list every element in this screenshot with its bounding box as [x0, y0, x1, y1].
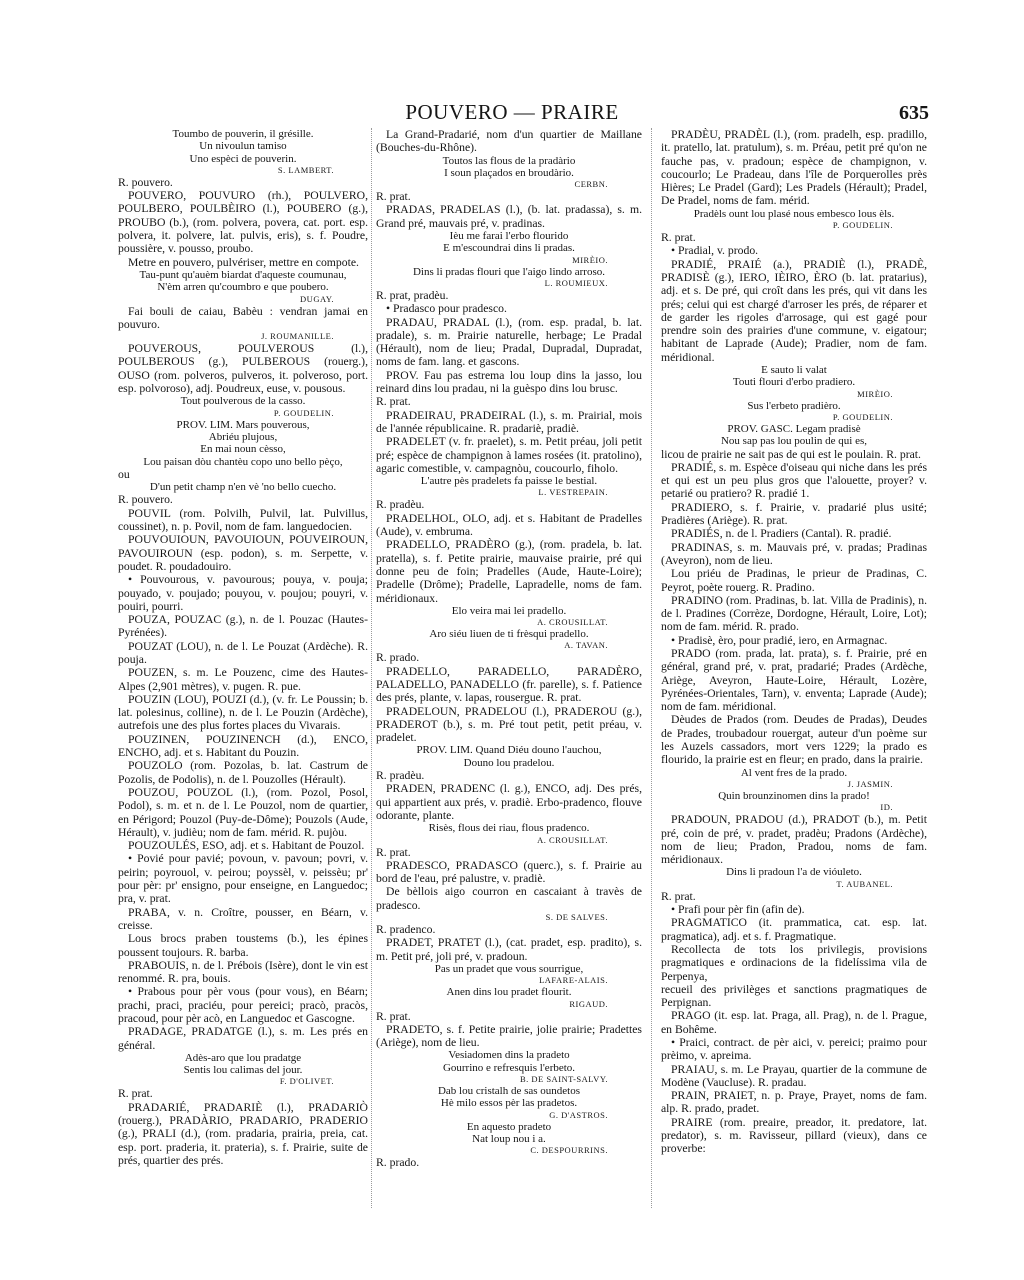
- quote-line: PROV. LIM. Mars pouverous,: [176, 418, 310, 431]
- reference-line: R. prat.: [118, 1087, 153, 1101]
- entry-text: POUZA, POUZAC (g.), n. de l. Pouzac (Hautes-Pyrénées).: [118, 613, 368, 640]
- attribution: L. VESTREPAIN.: [538, 487, 608, 498]
- page-header: [0, 100, 1024, 130]
- attribution: A. CROUSILLAT.: [537, 617, 608, 628]
- entry-text: PRAIRE (rom. preaire, preador, it. predatore, lat. predator), s. m. Ravisseur, pillard (vieux), dans ce proverbe:: [661, 1115, 927, 1156]
- entry-text: PRADOUN, PRADOU (d.), PRADOT (b.), m. Petit pré, coin de pré, v. pradet, pradèu; Pradons (Ardèche), nom de lieu; Pradon, Pradou, noms de fam. méridionaux.: [661, 813, 927, 867]
- quote-line: PROV. LIM. Quand Diéu douno l'auchou,: [416, 744, 602, 757]
- entry-text: POUZEN, s. m. Le Pouzenc, cime des Hautes-Alpes (2,901 mètres), v. pugen. R. pue.: [118, 666, 368, 693]
- reference-line: R. prat.: [376, 395, 411, 409]
- entry-text: PRADELET (v. fr. praelet), s. m. Petit préau, joli petit pré; espèce de champignon à lames rosées (it. pratolino), agaric comestible, v. campagnòu, coucourlo, fiholo.: [376, 435, 642, 475]
- quote-line: Uno espèci de pouverin.: [189, 152, 297, 165]
- entry-text: PRADÈU, PRADÈL (l.), (rom. pradelh, esp. pradillo, it. pratello, lat. pratulum), s. m. Préau, petit pré qu'on ne fauche pas, v. pradoun; espèce de champignon, v. coucourlo; Le Pradeau, dans l'île de Porquerolles près Hières; Le Pradel (Gard); Les Pradels (Hérault); Pradel, De Pradel, noms de fam. mérid.: [661, 128, 927, 208]
- quote-line: Pradèls ount lou plasé nous embesco lous èls.: [693, 207, 895, 220]
- entry-text: • Prabous pour pèr vous (pour vous), en Béarn; prachi, praci, praciéu, pour pereici; pracò, pracòs, pracoud, pour pèr acò, en Languedoc et Gascogne.: [118, 985, 368, 1025]
- quote-line: Sentis lou calimas del jour.: [183, 1064, 303, 1077]
- column-left: [118, 128, 368, 1218]
- entry-text: • Pradasco pour pradesco.: [386, 302, 507, 316]
- quote-line: E m'escoundrai dins li pradas.: [443, 242, 575, 255]
- quote-line: Gourrino e refresquis l'erbeto.: [442, 1061, 576, 1074]
- attribution: RIGAUD.: [569, 998, 608, 1009]
- entry-text: POUVIL (rom. Polvilh, Pulvil, lat. Pulvillus, coussinet), n. p. Povil, nom de fam. languedocien.: [118, 506, 368, 534]
- entry-text: PRADAS, PRADELAS (l.), (b. lat. pradassa), s. m. Grand pré, mauvais pré, v. pradinas.: [376, 203, 642, 230]
- quote-line: Adès-aro que lou pradatge: [184, 1051, 302, 1064]
- entry-text: Lous brocs praben toustems (b.), les épines poussent toujours. R. barba.: [118, 932, 368, 959]
- reference-line: R. prat.: [376, 190, 411, 204]
- quote-line: En aquesto pradeto: [466, 1120, 552, 1133]
- entry-text: • Pradial, v. prodo.: [671, 244, 759, 258]
- running-title: POUVERO — PRAIRE: [405, 100, 619, 124]
- entry-text: PRADELLO, PARADELLO, PARADÈRO, PALADELLO, PANADELLO (fr. parelle), s. f. Patience des prés, plante, v. lapas, rousergue. R. prat.: [376, 664, 642, 705]
- entry-text: PRAIN, PRAIET, n. p. Praye, Prayet, noms de fam. alp. R. prado, pradet.: [661, 1089, 927, 1116]
- entry-text: PRADARIÉ, PRADARIÈ (l.), PRADARIÒ (rouerg.), PRADÀRIO, PRADARIO, PRADERIO (g.), PRALI (d.), (rom. pradaria, prairia, preia, cat. esp. port. praderia, it. prateria), s. f. Prairie, suite de prés, quartier des prés.: [118, 1100, 368, 1167]
- entry-text: PRADEN, PRADENC (l. g.), ENCO, adj. Des prés, qui appartient aux prés, v. pradiè. Erbo-pradenco, flouve odorante, plante.: [376, 782, 642, 822]
- reference-line: R. prado.: [376, 1156, 420, 1170]
- entry-text: PRADO (rom. prada, lat. prata), s. f. Prairie, pré en général, grand pré, v. prat, pradarié; Prades (Ardèche, Ariège, Aveyron, Haute-Loire, Hérault, Lozère, Pyrénées-Orientales, Tarn), v. enventa; Laprade (Aude); nom de fam. méridional.: [661, 646, 927, 714]
- entry-text: PRADEIRAU, PRADEIRAL (l.), s. m. Prairial, mois de l'année républicaine. R. pradariè, pradiè.: [376, 408, 642, 435]
- entry-text: PRADIÉ, PRAIÉ (a.), PRADIÈ (l.), PRADÈ, PRADISÈ (g.), IERO, IÈIRO, ÈRO (b. lat. pratarius), adj. et s. De pré, qui croît dans les prés, qui vit dans les prés; celui qui est chargé d'arroser les prés, de réparer et de garder les rigoles d'arrosage, qui est gagé pour prendre soin des prairies d'une commune, v. eigatour; habitant de Laprade (Aude); Pradier, nom de fam. méridional.: [661, 257, 927, 364]
- reference-line: licou de prairie ne sait pas de qui est le poulain. R. prat.: [661, 447, 921, 461]
- reference-line: R. prat.: [376, 845, 411, 859]
- entry-text: POUVOUIOUN, PAVOUIOUN, POUVEIROUN, PAVOUIROUN (esp. podon), s. m. Serpette, v. poudet. R. poudadouiro.: [118, 533, 368, 573]
- attribution: P. GOUDELIN.: [832, 220, 893, 231]
- entry-text: POUZOU, POUZOL (l.), (rom. Pozol, Posol, Podol), s. m. et n. de l. Le Pouzol, nom de quartier, en Périgord; Pouzol (Puy-de-Dôme); Pouzols (Aude, Hérault), v. judièu; nom de fam. mérid. R. pujòu.: [118, 785, 368, 839]
- quote-line: Ièu me farai l'erbo flourido: [449, 230, 569, 243]
- reference-line: R. pradèu.: [376, 769, 425, 783]
- reference-line: ou: [118, 467, 130, 481]
- reference-line: R. prat, pradèu.: [376, 288, 449, 302]
- quote-line: PROV. GASC. Legam pradisè: [727, 422, 861, 435]
- entry-text: PRADINAS, s. m. Mauvais pré, v. pradas; Pradinas (Aveyron), nom de lieu.: [661, 540, 927, 567]
- entry-text: POUVERO, POUVURO (rh.), POULVERO, POULBERO, POULBÈIRO (l.), POUBERO (g.), PROUBO (b.), (rom. polvera, povera, cat. port. esp. polvera, it. polvere, lat. pulvis, eris), s. f. Poudre, poussière, v. pousso, proubo.: [118, 189, 368, 256]
- attribution: MIRÈIO.: [857, 388, 893, 399]
- entry-text: PRADIÉ, s. m. Espèce d'oiseau qui niche dans les prés et qui est un peu plus gros que l'alouette, proyer? v. petarié ou pratiero? R. pradié 1.: [661, 460, 927, 501]
- attribution: G. D'ASTROS.: [549, 1109, 608, 1120]
- quote-line: Dins li pradas flouri que l'aigo lindo arroso.: [412, 265, 605, 278]
- entry-text: PRADAGE, PRADATGE (l.), s. m. Les prés en général.: [118, 1025, 368, 1052]
- entry-text: PRAIAU, s. m. Le Prayau, quartier de la commune de Modène (Vaucluse). R. pradau.: [661, 1062, 927, 1089]
- entry-text: PRADELLO, PRADÈRO (g.), (rom. pradela, b. lat. pratella), s. f. Petite prairie, mauvaise prairie, pré qui donne peu de foin; Pradelles (Aude, Haute-Loire); Pradelle (Drôme); Pradelle, Lapradelle, noms de fam. méridionaux.: [376, 538, 642, 605]
- entry-text: PRADINO (rom. Pradinas, b. lat. Villa de Pradinis), n. de l. Pradines (Corrèze, Dordogne, Hérault, Loire, Lot); nom de fam. mérid. R. prado.: [661, 593, 927, 634]
- quote-line: I soun plaçados en broudàrio.: [444, 166, 574, 179]
- entry-text: • Praici, contract. de pèr aici, v. pereici; praimo pour prèimo, v. apreima.: [661, 1036, 927, 1063]
- entry-text: • Pradisè, èro, pour pradié, iero, en Armagnac.: [671, 633, 888, 647]
- attribution: S. LAMBERT.: [277, 164, 334, 175]
- attribution: A. CROUSILLAT.: [537, 834, 608, 845]
- entry-text: Metre en pouvero, pulvériser, mettre en compote.: [128, 255, 359, 269]
- quote-line: Pas un pradet que vous sourrigue,: [434, 962, 584, 975]
- entry-text: PRADIÉS, n. de l. Pradiers (Cantal). R. pradié.: [671, 527, 892, 541]
- attribution: CERBN.: [574, 179, 608, 190]
- reference-line: R. pradenco.: [376, 923, 436, 937]
- quote-line: Sus l'erbeto pradièro.: [747, 399, 841, 412]
- entry-text: PRADELOUN, PRADELOU (l.), PRADEROU (g.), PRADEROT (b.), s. m. Pré tout petit, petit préau, v. pradelet.: [376, 704, 642, 745]
- quote-line: Tau-punt qu'auèm biardat d'aqueste coumunau,: [139, 268, 347, 281]
- quote-line: Abriéu plujous,: [208, 430, 278, 443]
- entry-text: La Grand-Pradarié, nom d'un quartier de Maillane (Bouches-du-Rhône).: [376, 128, 642, 155]
- attribution: F. D'OLIVET.: [279, 1076, 334, 1087]
- attribution: P. GOUDELIN.: [273, 407, 334, 418]
- quote-line: En mai noun cèsso,: [200, 443, 286, 456]
- reference-line: R. pouvero.: [118, 493, 173, 507]
- attribution: L. ROUMIEUX.: [544, 277, 608, 288]
- entry-text: Recollecta de tots los privilegis, provisions pragmatiques e ordinacions de la fidelíssima vila de Perpenya,: [661, 942, 927, 983]
- reference-line: R. pradèu.: [376, 498, 425, 512]
- column-rule-left: [371, 128, 372, 1208]
- reference-line: recueil des privilèges et sanctions pragmatiques de Perpignan.: [661, 982, 927, 1010]
- quote-line: E sauto li valat: [761, 364, 827, 377]
- quote-line: Nat loup nou i a.: [472, 1132, 546, 1145]
- attribution: T. AUBANEL.: [836, 878, 893, 889]
- attribution: C. DESPOURRINS.: [530, 1145, 608, 1156]
- entry-text: PRADETO, s. f. Petite prairie, jolie prairie; Pradettes (Ariège), nom de lieu.: [376, 1022, 642, 1050]
- entry-text: POUZINEN, POUZINENCH (d.), ENCO, ENCHO, adj. et s. Habitant du Pouzin.: [118, 732, 368, 760]
- entry-text: PRADAU, PRADAL (l.), (rom. esp. pradal, b. lat. pradale), s. m. Prairie naturelle, herbage; Le Pradal (Hérault), nom de lieu; Pradal, Dupradal, Dupradat, noms de fam. lang. et gascons.: [376, 315, 642, 369]
- entry-text: Dèudes de Prados (rom. Deudes de Pradas), Deudes de Prades, troubadour rouergat, auteur d'un poème sur les Auzels cassadors, mort vers 1229; la prado es flourido, la prairie est en fleur; en prado, dans la prairie.: [661, 713, 927, 767]
- entry-text: POUVEROUS, POULVEROUS (l.), POULBEROUS (g.), PULBEROUS (rouerg.), OUSO (rom. polveros, pulveros, it. polveroso, port. esp. polvoroso), adj. Poudreux, euse, v. pousous.: [118, 342, 368, 396]
- attribution: S. DE SALVES.: [545, 912, 608, 923]
- attribution: DUGAY.: [300, 293, 334, 304]
- quote-line: L'autre pès pradelets fa paisse le bestial.: [420, 475, 598, 488]
- quote-line: N'èm arren qu'coumbro e que poubero.: [157, 281, 329, 294]
- entry-text: PRAGO (it. esp. lat. Praga, all. Prag), n. de l. Prague, en Bohême.: [661, 1009, 927, 1036]
- quote-line: Quin brounzinomen dins la prado!: [718, 789, 870, 802]
- quote-line: Tout poulverous de la casso.: [180, 395, 306, 408]
- entry-text: PRABOUIS, n. de l. Prébois (Isère), dont le vin est renommé. R. pra, bouis.: [118, 958, 368, 986]
- entry-text: • Povié pour pavié; povoun, v. pavoun; povri, v. peirin; poyrouol, v. peirou; poyssèl, v. peissèu; pr' pour pèr: pr' ensigno, pour enseigne, en Languedoc; pra, v. prat.: [118, 852, 368, 906]
- reference-line: R. prado.: [376, 651, 420, 665]
- quote-line: Al vent fres de la prado.: [740, 766, 848, 779]
- entry-text: PRADET, PRATET (l.), (cat. pradet, esp. pradito), s. m. Petit pré, joli pré, v. pradoun.: [376, 936, 642, 963]
- entry-text: Lou priéu de Pradinas, le prieur de Pradinas, C. Peyrot, poète rouerg. R. Pradino.: [661, 567, 927, 594]
- entry-text: POUZOULÉS, ESO, adj. et s. Habitant de Pouzol.: [128, 839, 365, 853]
- entry-text: PROV. Fau pas estrema lou loup dins la jasso, lou reinard dins lou pradau, ni la guèspo dins lou brusc.: [376, 368, 642, 396]
- attribution: J. ROUMANILLE.: [261, 331, 334, 342]
- column-right: [661, 128, 927, 1218]
- entry-text: PRAGMATICO (it. prammatica, cat. esp. lat. pragmatica), adj. et s. f. Pragmatique.: [661, 916, 927, 943]
- quote-line: Douno lou pradelou.: [463, 756, 555, 769]
- quote-line: Risès, flous dei riau, flous pradenco.: [428, 822, 590, 835]
- entry-text: POUZAT (LOU), n. de l. Le Pouzat (Ardèche). R. pouja.: [118, 639, 368, 666]
- column-middle: [376, 128, 642, 1218]
- entry-text: Fai bouli de caiau, Babèu : vendran jamai en pouvuro.: [118, 304, 368, 331]
- quote-line: Toumbo de pouverin, il grésille.: [172, 128, 314, 140]
- column-rule-right: [651, 128, 652, 1208]
- attribution: LAFARE-ALAIS.: [539, 975, 608, 986]
- quote-line: Dins li pradoun l'a de vióuleto.: [726, 866, 862, 879]
- entry-text: PRABA, v. n. Croître, pousser, en Béarn, v. creisse.: [118, 905, 368, 932]
- attribution: A. TAVAN.: [564, 640, 608, 651]
- entry-text: • Pouvourous, v. pavourous; pouya, v. pouja; pouyado, v. poujado; pouyou, v. poujou; pouyri, v. pouiri, pourri.: [118, 573, 368, 613]
- quote-line: Hè milo essos pèr las pradetos.: [440, 1097, 578, 1110]
- quote-line: Aro siéu liuen de ti frèsqui pradello.: [429, 628, 589, 641]
- quote-line: Elo veira mai lei pradello.: [451, 604, 567, 617]
- quote-line: Touti flouri d'erbo pradiero.: [732, 376, 856, 389]
- reference-line: R. prat.: [376, 1009, 411, 1023]
- reference-line: R. prat.: [661, 889, 696, 903]
- quote-line: Lou paisan dòu chantèu copo uno bello pèço,: [143, 455, 343, 468]
- attribution: P. GOUDELIN.: [832, 411, 893, 422]
- entry-text: PRADIERO, s. f. Prairie, v. pradarié plus usité; Pradières (Ariège). R. prat.: [661, 500, 927, 528]
- quote-line: Toutos las flous de la pradàrio: [442, 154, 576, 167]
- quote-line: D'un petit champ n'en vè 'no bello cuecho.: [149, 481, 337, 494]
- reference-line: R. pouvero.: [118, 175, 173, 189]
- quote-line: Dab lou cristalh de sas oundetos: [437, 1085, 581, 1097]
- reference-line: R. prat.: [661, 231, 696, 245]
- attribution: MIRÈIO.: [572, 254, 608, 265]
- attribution: J. JASMIN.: [847, 778, 893, 789]
- quote-line: Nou sap pas lou poulin de qui es,: [720, 435, 868, 448]
- quote-line: Anen dins lou pradet flourit.: [446, 986, 572, 999]
- attribution: ID.: [880, 802, 893, 813]
- attribution: B. DE SAINT-SALVY.: [519, 1074, 608, 1084]
- entry-text: POUZOLO (rom. Pozolas, b. lat. Castrum de Pozolis, de Podolis), n. de l. Pouzolles (Hérault).: [118, 759, 368, 786]
- entry-text: PRADELHOL, OLO, adj. et s. Habitant de Pradelles (Aude), v. embruma.: [376, 511, 642, 539]
- page-number: 635: [899, 102, 929, 124]
- entry-text: PRADESCO, PRADASCO (querc.), s. f. Prairie au bord de l'eau, pré palustre, v. pradiè.: [376, 858, 642, 886]
- entry-text: • Prafi pour pèr fin (afin de).: [671, 903, 805, 917]
- entry-text: POUZIN (LOU), POUZI (d.), (v. fr. Le Poussin; b. lat. polesinus, colline), n. de l. Le Pouzin (Ardèche), autrefois une des plus fortes places du Vivarais.: [118, 692, 368, 733]
- entry-text: De bèllois aigo courron en cascaiant à travès de pradesco.: [376, 885, 642, 912]
- quote-line: Un nivoulun tamiso: [199, 140, 287, 153]
- quote-line: Vesiadomen dins la pradeto: [448, 1049, 570, 1062]
